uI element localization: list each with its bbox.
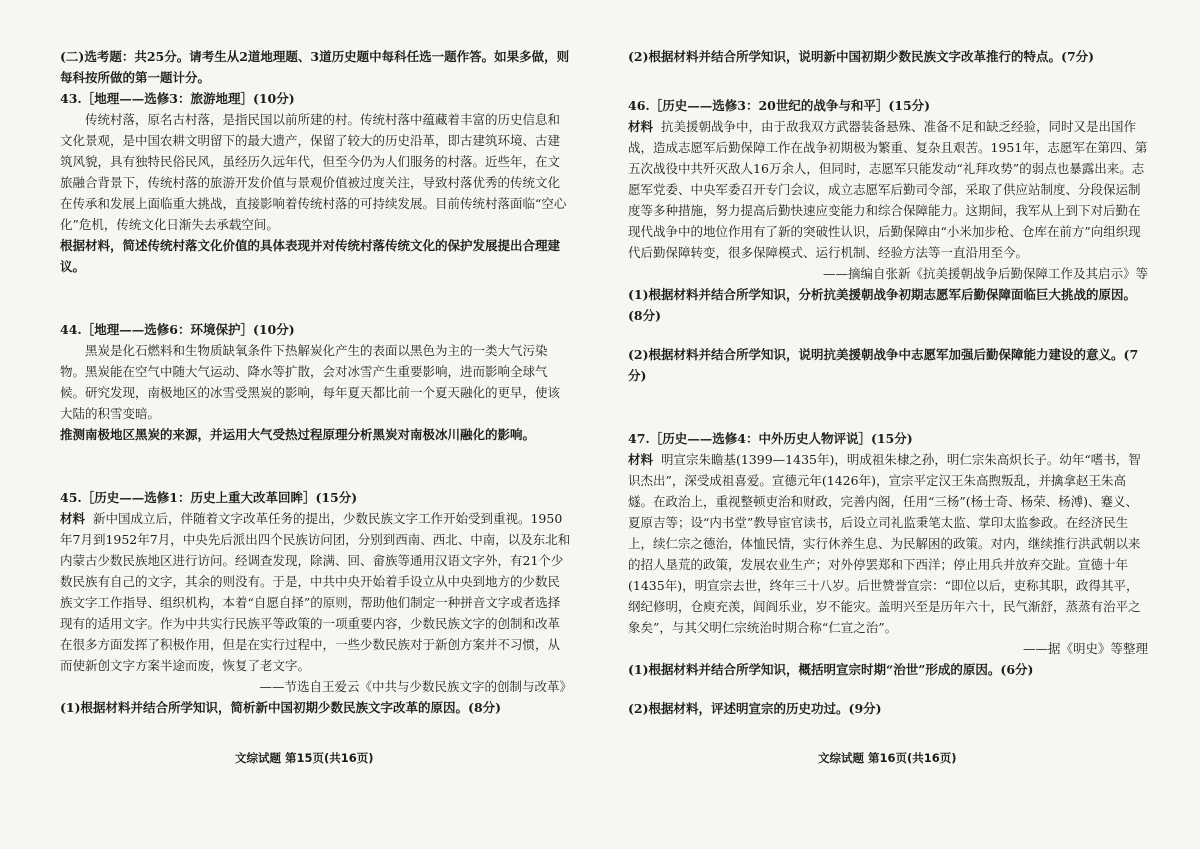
q46-material — [628, 116, 1148, 263]
q47-task2: (2)根据材料，评述明宣宗的历史功过。(9分) — [628, 701, 882, 716]
q45-task1: (1)根据材料并结合所学知识，简析新中国初期少数民族文字改革的原因。(8分) — [60, 700, 502, 715]
q44-material: 黑炭是化石燃料和生物质缺氧条件下热解炭化产生的表面以黑色为主的一类大气污染物。黑炭能在空气中随大气运动、降水等扩散，会对冰雪产生重要影响，进而影响全球气候。研究发现，南极地区的冰雪受黑炭的影响，每年夏天都比前一个夏天融化的更早，使该大陆的积雪变暗。 — [60, 343, 561, 421]
q45-source: ——节选自王爱云《中共与少数民族文字的创制与改革》 — [259, 679, 572, 694]
q46-task1: (1)根据材料并结合所学知识，分析抗美援朝战争初期志愿军后勤保障面临巨大挑战的原因。(8分) — [628, 287, 1137, 323]
q44-header: 44.［地理——选修6：环境保护］(10分) — [60, 322, 295, 337]
page-footer-16: 文综试题 第16页(共16页) — [818, 751, 957, 765]
q43-header: 43.［地理——选修3：旅游地理］(10分) — [60, 91, 295, 106]
q45-material-label: 材料 — [60, 511, 86, 526]
page-footer-15: 文综试题 第15页(共16页) — [235, 751, 374, 765]
q43-material: 传统村落，原名古村落，是指民国以前所建的村。传统村落中蕴藏着丰富的历史信息和文化景观，是中国农耕文明留下的最大遗产，保留了较大的历史沿革，即古建筑环境、古建筑风貌，具有独特民俗民风，虽经历久远年代，但至今仍为人们服务的村落。近些年，在文旅融合背景下，传统村落的旅游开发价值与景观价值被过度关注，导致村落优秀的传统文化在传承和发展上面临重大挑战，直接影响着传统村落的可持续发展。目前传统村落面临“空心化”危机，传统文化日渐失去承载空间。 — [60, 112, 567, 232]
q44-task: 推测南极地区黑炭的来源，并运用大气受热过程原理分析黑炭对南极冰川融化的影响。 — [60, 427, 536, 442]
q46-source: ——摘编自张新《抗美援朝战争后勤保障工作及其启示》等 — [822, 266, 1148, 281]
elective-instructions: (二)选考题：共25分。请考生从2道地理题、3道历史题中每科任选一题作答。如果多做，则每科按所做的第一题计分。 — [60, 49, 570, 85]
q46-header: 46.［历史——选修3：20世纪的战争与和平］(15分) — [628, 98, 931, 113]
q46-task2: (2)根据材料并结合所学知识，说明抗美援朝战争中志愿军加强后勤保障能力建设的意义。(7分) — [628, 347, 1139, 383]
q45-header: 45.［历史——选修1：历史上重大改革回眸］(15分) — [60, 490, 358, 505]
right-page — [628, 46, 1148, 719]
q47-source: ——据《明史》等整理 — [1022, 641, 1148, 656]
q47-material-text: 明宣宗朱瞻基(1399—1435年)，明成祖朱棣之孙，明仁宗朱高炽长子。幼年“嗜书，智识杰出”，深受成祖喜爱。宣德元年(1426年)，宣宗平定汉王朱高煦叛乱，并擒拿赵王朱高燧。在政治上，重视整顿吏治和财政，完善内阁，任用“三杨”(杨士奇、杨荣、杨溥)、蹇义、夏原吉等；设“内书堂”教导宦官读书，后设立司礼监秉笔太监、掌印太监参政。在经济民生上，续仁宗之德治，体恤民情，实行休养生息、为民解困的政策。对内，继续推行洪武朝以来的招人垦荒的政策，发展农业生产；对外停罢郑和下西洋；停止用兵并放弃交趾。宣德十年(1435年)，明宣宗去世，终年三十八岁。后世赞誉宣宗：“即位以后，吏称其职，政得其平，纲纪修明，仓庾充羡，闾阎乐业，岁不能灾。盖明兴至是历年六十，民气渐舒，蒸蒸有治平之象矣”，与其父明仁宗统治时期合称“仁宣之治”。 — [628, 452, 1141, 635]
q45-task2: (2)根据材料并结合所学知识，说明新中国初期少数民族文字改革推行的特点。(7分) — [628, 49, 1095, 64]
q43-task: 根据材料，简述传统村落文化价值的具体表现并对传统村落传统文化的保护发展提出合理建议。 — [60, 238, 561, 274]
left-page — [60, 46, 572, 718]
q47-task1: (1)根据材料并结合所学知识，概括明宣宗时期“治世”形成的原因。(6分) — [628, 662, 1034, 677]
q46-material-text: 抗美援朝战争中，由于敌我双方武器装备悬殊、准备不足和缺乏经验，同时又是出国作战，造成志愿军后勤保障工作在战争初期极为繁重、复杂且艰苦。1951年，志愿军在第四、第五次战役中共歼灭敌人16万余人，但同时，志愿军只能发动“礼拜攻势”的弱点也暴露出来。志愿军党委、中央军委召开专门会议，成立志愿军后勤司令部，采取了供应站制度、分段保运制度等多种措施，努力提高后勤快速应变能力和综合保障能力。这期间，我军从上到下对后勤在现代战争中的地位作用有了新的突破性认识，后勤保障由“小米加步枪、仓库在前方”向组织现代后勤保障转变，很多保障模式、运行机制、经验方法等一直沿用至今。 — [628, 119, 1148, 260]
q46-material-label: 材料 — [628, 119, 654, 134]
q47-header: 47.［历史——选修4：中外历史人物评说］(15分) — [628, 431, 913, 446]
q47-material — [628, 449, 1148, 638]
q47-material-label: 材料 — [628, 452, 654, 467]
q45-material-text: 新中国成立后，伴随着文字改革任务的提出，少数民族文字工作开始受到重视。1950年7月到1952年7月，中央先后派出四个民族访问团，分别到西南、西北、中南，以及东北和内蒙古少数民族地区进行访问。经调查发现，除满、回、畲族等通用汉语文字外，有21个少数民族有自己的文字，其余的则没有。于是，中共中央开始着手设立从中央到地方的少数民族文字工作指导、组织机构，本着“自愿自择”的原则，帮助他们制定一种拼音文字或者选择现有的适用文字。作为中共实行民族平等政策的一项重要内容，少数民族文字的创制和改革在很多方面发挥了积极作用，但是在实行过程中，一些少数民族对于新创方案并不习惯，从而使新创文字方案半途而废，恢复了老文字。 — [60, 511, 571, 673]
q45-material — [60, 508, 572, 676]
